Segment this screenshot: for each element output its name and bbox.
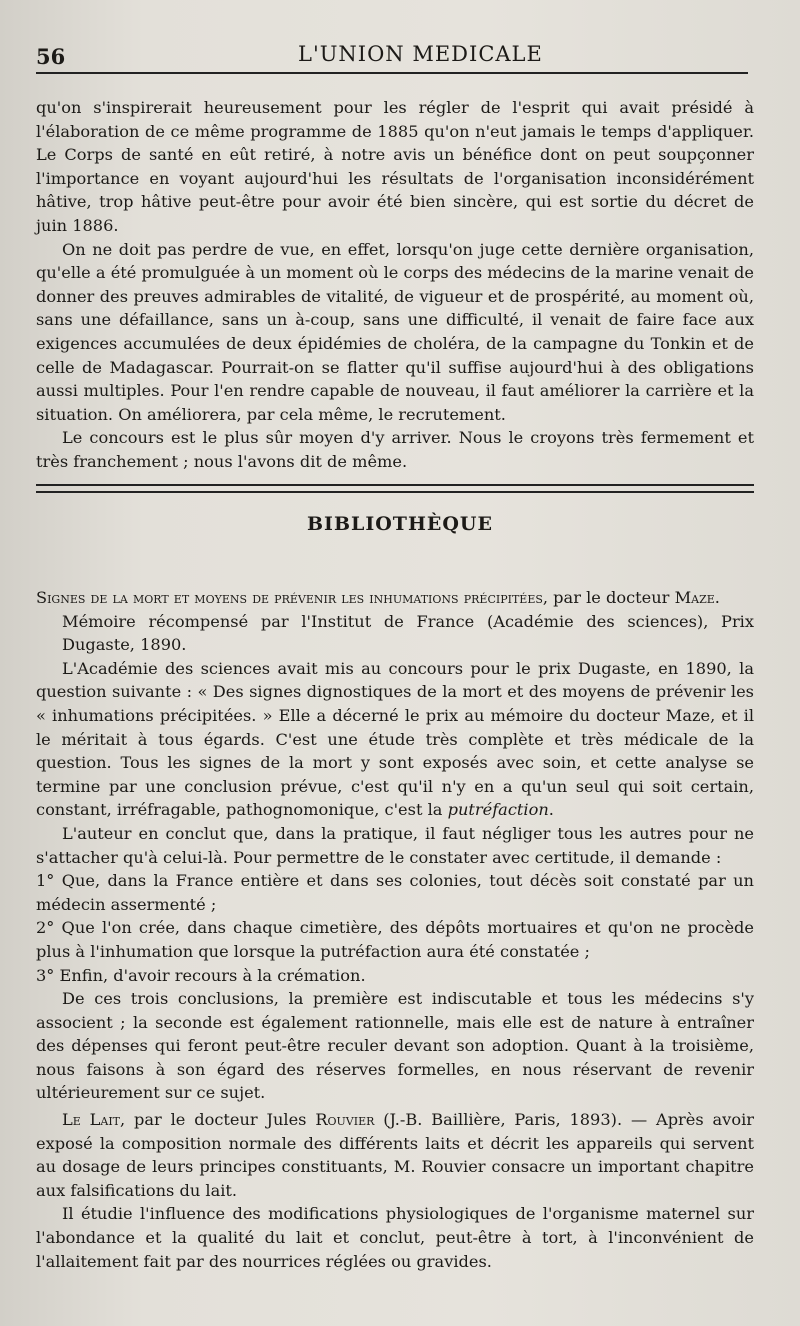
running-title: L'UNION MEDICALE xyxy=(298,42,543,66)
double-rule-divider xyxy=(36,484,754,493)
review-title-main: Signes de la mort et moyens de prévenir les inhumations précipitées xyxy=(36,588,543,607)
page-number: 56 xyxy=(36,44,66,69)
review-lait xyxy=(36,1108,754,1273)
review-lait-title: Le Lait xyxy=(62,1110,121,1129)
review-lait-paragraph-1 xyxy=(36,1108,754,1202)
review-lait-text: (J.-B. Baillière, Paris, 1893). — Après avoir exposé la composition normale des différents laits et décrit les appareils qui servent au dosage de leurs principes constituants, M. Rouvier consacre un important chapitre aux falsifications du lait. xyxy=(36,1110,754,1200)
review-maze xyxy=(36,586,754,1105)
section-heading: BIBLIOTHÈQUE xyxy=(307,513,493,535)
review-paragraph-2: L'auteur en conclut que, dans la pratique, il faut négliger tous les autres pour ne s'attacher qu'à celui-là. Pour permettre de le constater avec certitude, il demande : xyxy=(36,823,754,867)
review-paragraph-1 xyxy=(36,657,754,822)
review-list-item-1: 1° Que, dans la France entière et dans ses colonies, tout décès soit constaté par un médecin assermenté ; xyxy=(36,871,754,914)
review-paragraph-1-end: . xyxy=(548,800,554,820)
review-lait-paragraph-2: Il étudie l'influence des modifications physiologiques de l'organisme maternel sur l'abondance et la qualité du lait et conclut, peut-être à tort, à l'inconvénient de l'allaitement fait par des nourrices réglées ou gravides. xyxy=(36,1204,754,1271)
review-paragraph-3: De ces trois conclusions, la première est indiscutable et tous les médecins s'y associent ; la seconde est également rationnelle, mais elle est de nature à entraîner des dépenses qui feront peut-être reculer devant son adoption. Quant à la troisième, nous faisons à son égard des réserves formelles, en nous réservant de revenir ultérieurement sur ce sujet. xyxy=(36,989,754,1103)
intro-paragraph-1: qu'on s'inspirerait heureusement pour les régler de l'esprit qui avait présidé à l'élaboration de ce même programme de 1885 qu'on n'eut jamais le temps d'appliquer. Le Corps de santé en eût retiré, à notre avis un bénéfice dont on peut soupçonner l'importance en voyant aujourd'hui les résultats de l'organisation inconsidérément hâtive, trop hâtive peut-être pour avoir été bien sincère, qui est sortie du décret de juin 1886. xyxy=(36,98,754,235)
intro-text xyxy=(36,96,754,474)
intro-paragraph-3: Le concours est le plus sûr moyen d'y arriver. Nous le croyons très fermement et très franchement ; nous l'avons dit de même. xyxy=(36,428,754,471)
review-list-item-2: 2° Que l'on crée, dans chaque cimetière, des dépôts mortuaires et qu'on ne procède plus à l'inhumation que lorsque la putréfaction aura été constatée ; xyxy=(36,918,754,961)
review-author: Maze xyxy=(674,588,715,607)
review-lait-by: , par le docteur Jules xyxy=(120,1110,316,1129)
review-paragraph-1-text: L'Académie des sciences avait mis au concours pour le prix Dugaste, en 1890, la question suivante : « Des signes dignostiques de la mort et des moyens de prévenir les « inhumations précipitées. » Elle a décerné le prix au mémoire du docteur Maze, et il le méritait à tous égards. C'est une étude très complète et très médicale de la question. Tous les signes de la mort y sont exposés avec soin, et cette analyse se termine par une conclusion prévue, c'est qu'il n'y en a qu'un seul qui soit certain, constant, irréfragable, pathognomonique, c'est la xyxy=(36,658,754,820)
review-title-by: , par le docteur xyxy=(542,588,675,607)
header-rule xyxy=(36,72,748,74)
review-lait-author: Rouvier xyxy=(315,1110,375,1129)
review-list-item-3: 3° Enfin, d'avoir recours à la crémation. xyxy=(36,965,366,985)
review-title xyxy=(36,586,754,610)
intro-paragraph-2: On ne doit pas perdre de vue, en effet, lorsqu'on juge cette dernière organisation, qu'elle a été promulguée à un moment où le corps des médecins de la marine venait de donner des preuves admirables de vitalité, de vigueur et de prospérité, au moment où, sans une défaillance, sans un à-coup, sans une difficulté, il venait de faire face aux exigences accumulées de deux épidémies de choléra, de la campagne du Tonkin et de celle de Madagascar. Pourrait-on se flatter qu'il suffise aujourd'hui à des obligations aussi multiples. Pour l'en rendre capable de nouveau, il faut améliorer la carrière et la situation. On améliorera, par cela même, le recrutement. xyxy=(36,239,754,424)
review-paragraph-1-emphasis: putréfaction xyxy=(447,800,549,820)
review-title-end: . xyxy=(714,588,720,607)
review-subtitle: Mémoire récompensé par l'Institut de France (Académie des sciences), Prix Dugaste, 1890. xyxy=(62,611,754,655)
